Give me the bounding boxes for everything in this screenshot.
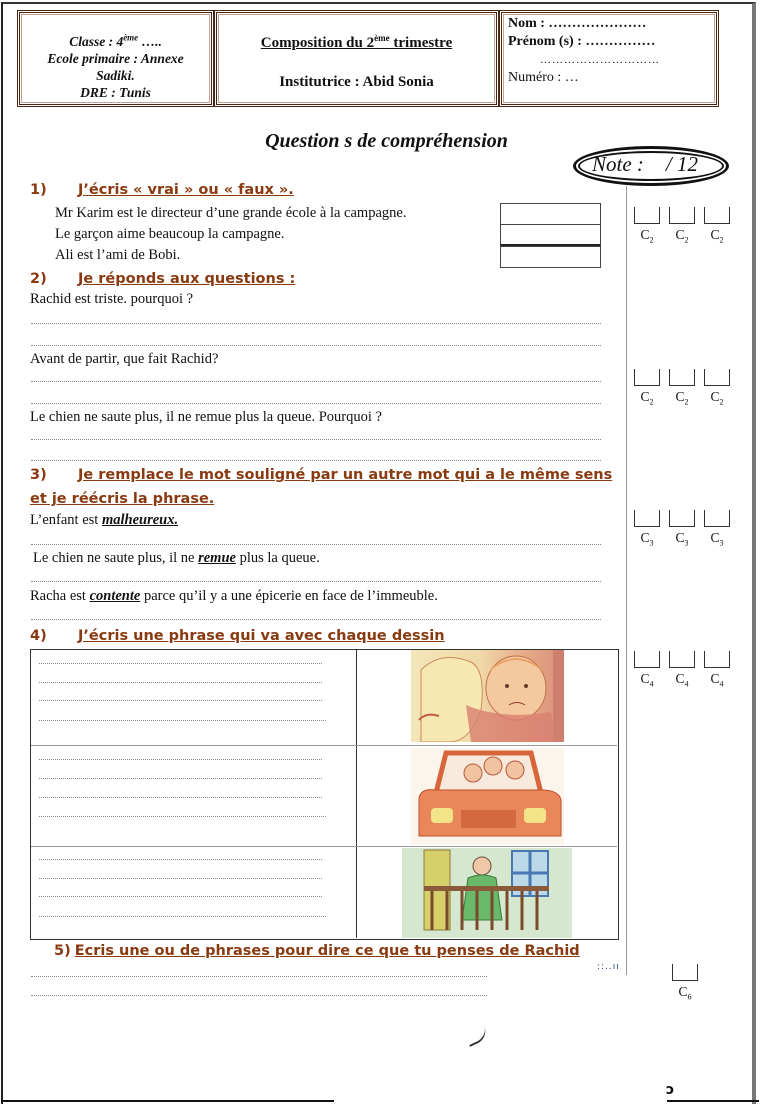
criterion-letter: C <box>678 984 688 999</box>
answer-line[interactable] <box>31 619 601 620</box>
q1-statement: Le garçon aime beaucoup la campagne. <box>55 226 285 242</box>
criterion-letter: C <box>640 671 650 686</box>
score-slot <box>704 369 730 407</box>
criterion-number: 3 <box>649 538 654 548</box>
score-box[interactable] <box>669 510 695 527</box>
q2-number: 2) <box>30 271 47 287</box>
q1-heading <box>30 182 294 198</box>
school-label-2: Sadiki. <box>96 68 135 83</box>
q1-answer-box[interactable] <box>500 224 601 246</box>
underlined-word: contente <box>89 588 141 604</box>
criterion-letter: C <box>640 530 650 545</box>
criterion-letter: C <box>675 671 685 686</box>
q1-statement: Mr Karim est le directeur d’une grande école à la campagne. <box>55 205 407 221</box>
score-slot <box>669 369 695 407</box>
answer-line[interactable] <box>39 816 326 817</box>
criterion-number: 2 <box>649 235 654 245</box>
answer-line[interactable] <box>31 323 601 324</box>
q4-column-divider <box>356 650 357 938</box>
q2-question: Le chien ne saute plus, il ne remue plus la queue. Pourquoi ? <box>30 409 382 425</box>
criterion-label <box>704 530 730 548</box>
q4-row-divider <box>31 846 617 847</box>
answer-line[interactable] <box>31 403 601 404</box>
criterion-label <box>669 389 695 407</box>
underlined-word: remue <box>198 550 236 566</box>
criterion-label <box>669 227 695 245</box>
answer-line[interactable] <box>31 381 601 382</box>
score-group-q5 <box>672 964 698 1002</box>
answer-line[interactable] <box>39 759 322 760</box>
family-in-car-drawing-icon <box>411 748 564 845</box>
exam-title-prefix: Composition du 2 <box>260 35 375 51</box>
q3-heading <box>30 467 612 483</box>
q2-question: Avant de partir, que fait Rachid? <box>30 351 219 367</box>
page-bottom-border <box>1 1100 334 1102</box>
q2-title: Je réponds aux questions : <box>78 271 296 287</box>
numero-field[interactable]: Numéro : … <box>508 70 579 85</box>
criterion-letter: C <box>710 671 720 686</box>
q3-sentence <box>33 550 320 567</box>
criterion-number: 6 <box>687 992 692 1002</box>
score-slot <box>669 510 695 548</box>
answer-line[interactable] <box>39 720 326 721</box>
q1-number: 1) <box>30 182 47 198</box>
margin-divider <box>626 945 627 975</box>
criterion-number: 4 <box>684 679 689 689</box>
q1-answer-box[interactable] <box>500 246 601 268</box>
criterion-label <box>672 984 698 1002</box>
answer-line[interactable] <box>39 878 322 879</box>
answer-line[interactable] <box>39 778 322 779</box>
prenom-field[interactable]: Prénom (s) : …………… <box>508 34 656 49</box>
page-title: Question s de compréhension <box>265 130 508 152</box>
criterion-letter: C <box>710 227 720 242</box>
answer-line[interactable] <box>39 859 322 860</box>
blank-region <box>488 965 668 1109</box>
note-score <box>592 152 698 177</box>
sentence-text: plus la queue. <box>235 550 320 566</box>
note-total: / 12 <box>665 152 698 176</box>
q3-title: Je remplace le mot souligné par un autre mot qui a le même sens <box>78 467 613 483</box>
class-info-box <box>17 10 214 107</box>
criterion-number: 4 <box>719 679 724 689</box>
school-label: Ecole primaire : Annexe <box>47 51 184 66</box>
sentence-text: Le chien ne saute plus, il ne <box>33 550 199 566</box>
q4-row-divider <box>31 745 617 746</box>
score-box[interactable] <box>669 369 695 386</box>
score-box[interactable] <box>634 207 660 224</box>
score-group-q3 <box>634 510 730 548</box>
score-box[interactable] <box>634 369 660 386</box>
score-group-q4 <box>634 651 730 689</box>
page-bottom-border <box>667 1100 759 1102</box>
answer-line[interactable] <box>39 663 322 664</box>
criterion-label <box>634 227 660 245</box>
q4-number: 4) <box>30 628 47 644</box>
answer-line[interactable] <box>31 581 601 582</box>
score-box[interactable] <box>704 651 730 668</box>
answer-line[interactable] <box>31 976 489 977</box>
score-slot <box>634 369 660 407</box>
score-box[interactable] <box>704 207 730 224</box>
score-box[interactable] <box>634 510 660 527</box>
criterion-label <box>669 671 695 689</box>
answer-line[interactable] <box>39 896 322 897</box>
q5-title: Ecris une ou de phrases pour dire ce que tu penses de Rachid <box>74 943 580 959</box>
sentence-text: L’enfant est <box>30 512 102 528</box>
answer-line[interactable] <box>31 995 489 996</box>
boy-hugging-dog-drawing-icon <box>411 650 564 742</box>
q4-table <box>30 649 619 940</box>
class-sup: ème <box>123 32 139 43</box>
score-box[interactable] <box>672 964 698 981</box>
q3-number: 3) <box>30 467 47 483</box>
exam-title-box <box>214 10 499 107</box>
score-slot <box>704 651 730 689</box>
score-box[interactable] <box>669 207 695 224</box>
q1-answer-box[interactable] <box>500 203 601 225</box>
criterion-letter: C <box>710 389 720 404</box>
score-slot <box>669 207 695 245</box>
score-box[interactable] <box>634 651 660 668</box>
scan-artifact: ::..ıı <box>597 962 620 972</box>
criterion-label <box>704 389 730 407</box>
q3-heading-cont <box>30 491 214 507</box>
score-box[interactable] <box>704 369 730 386</box>
criterion-label <box>634 389 660 407</box>
sentence-text: parce qu’il y a une épicerie en face de l’immeuble. <box>140 588 438 604</box>
answer-line[interactable] <box>39 797 322 798</box>
student-info-box <box>499 10 719 107</box>
margin-divider <box>626 186 627 976</box>
criterion-letter: C <box>675 227 685 242</box>
criterion-number: 2 <box>649 397 654 407</box>
criterion-number: 4 <box>649 679 654 689</box>
criterion-label <box>669 530 695 548</box>
answer-line[interactable] <box>39 700 322 701</box>
q1-statement: Ali est l’ami de Bobi. <box>55 247 181 263</box>
q5-heading <box>54 943 580 959</box>
q3-sentence <box>30 588 438 605</box>
criterion-letter: C <box>675 530 685 545</box>
answer-line[interactable] <box>39 916 326 917</box>
nom-field[interactable]: Nom : ………………… <box>508 16 647 31</box>
q1-title: J’écris « vrai » ou « faux ». <box>78 182 294 198</box>
q2-heading <box>30 271 295 287</box>
girl-on-balcony-drawing-icon <box>402 848 572 938</box>
criterion-letter: C <box>640 389 650 404</box>
sentence-text: Racha est <box>30 588 90 604</box>
q2-question: Rachid est triste. pourquoi ? <box>30 291 194 307</box>
criterion-label <box>634 671 660 689</box>
criterion-letter: C <box>710 530 720 545</box>
class-suffix: ….. <box>138 34 162 49</box>
q4-title: J’écris une phrase qui va avec chaque dessin <box>78 628 445 644</box>
teacher-label: Institutrice : Abid Sonia <box>279 74 434 90</box>
score-slot <box>634 651 660 689</box>
score-group-q2 <box>634 369 730 407</box>
score-group-q1 <box>634 207 730 245</box>
criterion-number: 2 <box>719 235 724 245</box>
q3-title-cont: et je réécris la phrase. <box>30 491 215 507</box>
criterion-label <box>634 530 660 548</box>
score-slot <box>634 207 660 245</box>
exam-title-sup: ème <box>374 33 390 43</box>
criterion-number: 3 <box>684 538 689 548</box>
scan-artifact: ɔ <box>666 1082 675 1098</box>
score-slot <box>704 510 730 548</box>
answer-line[interactable] <box>31 439 601 440</box>
score-box[interactable] <box>669 651 695 668</box>
underlined-word: malheureux. <box>101 512 179 528</box>
criterion-label <box>704 227 730 245</box>
score-slot <box>634 510 660 548</box>
prenom-continuation[interactable]: ………………………… <box>540 54 660 66</box>
class-label: Classe : 4 <box>69 34 124 49</box>
criterion-number: 2 <box>684 235 689 245</box>
answer-line[interactable] <box>39 682 322 683</box>
exam-title-suffix: trimestre <box>389 35 453 51</box>
exam-title <box>217 35 496 52</box>
criterion-number: 2 <box>719 397 724 407</box>
q4-heading <box>30 628 445 644</box>
score-slot <box>669 651 695 689</box>
score-slot <box>704 207 730 245</box>
answer-line[interactable] <box>31 544 601 545</box>
q3-sentence <box>30 512 178 529</box>
answer-line[interactable] <box>31 345 601 346</box>
criterion-letter: C <box>640 227 650 242</box>
note-label: Note : <box>592 152 644 176</box>
q5-number: 5) <box>54 943 71 959</box>
criterion-number: 2 <box>684 397 689 407</box>
score-slot <box>672 964 698 1002</box>
criterion-letter: C <box>675 389 685 404</box>
criterion-number: 3 <box>719 538 724 548</box>
dre-label: DRE : Tunis <box>80 85 151 100</box>
score-box[interactable] <box>704 510 730 527</box>
criterion-label <box>704 671 730 689</box>
answer-line[interactable] <box>31 460 601 461</box>
